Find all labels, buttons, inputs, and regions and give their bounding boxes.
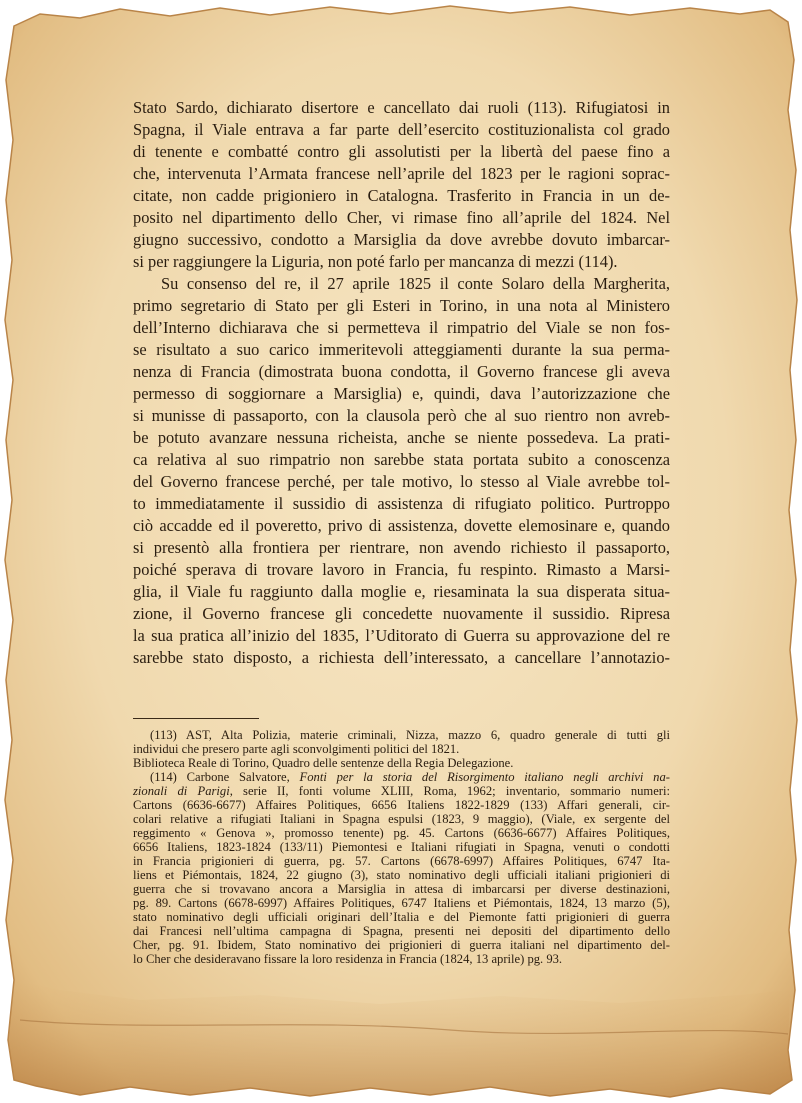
body-line-11: dell’Interno dichiarava che si permetteva il rimpatrio del Viale se non fos- [133, 318, 670, 337]
footnote-separator [133, 718, 259, 719]
footnote-114-line-4: colari relative a rifugiati Italiani in Spagna espulsi (1823, 9 maggio), (Viale, ex sergente del [133, 812, 670, 826]
footnote-114-title-part-1: Fonti per la storia del Risorgimento italiano negli archivi na- [299, 770, 670, 784]
body-line-7: giugno successivo, condotto a Marsiglia da dove avrebbe dovuto imbarcar- [133, 230, 670, 249]
body-line-10: primo segretario di Stato per gli Esteri in Torino, in una nota al Ministero [133, 296, 670, 315]
body-line-14: permesso di soggiornare a Marsiglia) e, quindi, dava l’autorizzazione che [133, 384, 670, 403]
footnote-113-line-3: Biblioteca Reale di Torino, Quadro delle sentenze della Regia Delegazione. [133, 756, 514, 770]
body-line-5: citate, non cadde prigioniero in Catalogna. Trasferito in Francia in un de- [133, 186, 670, 205]
body-line-24: zione, il Governo francese gli concedette nuovamente il sussidio. Ripresa [133, 604, 670, 623]
body-line-2: Spagna, il Viale entrava a far parte dell’esercito costituzionalista col grado [133, 120, 670, 139]
footnote-114-line-5: reggimento « Genova », promosso tenente) pg. 45. Cartons (6636-6677) Affaires Politiques, [133, 826, 670, 840]
body-line-16: be potuto avanzare nessuna richeista, anche se niente possedeva. La prati- [133, 428, 670, 447]
body-line-26: sarebbe stato disposto, a richiesta dell’interessato, a cancellare l’annotazio- [133, 648, 670, 667]
footnote-113-line-1: (113) AST, Alta Polizia, materie criminali, Nizza, mazzo 6, quadro generale di tutti gli [150, 728, 670, 742]
body-line-13: nenza di Francia (dimostrata buona condotta, il Governo francese gli aveva [133, 362, 670, 381]
body-line-15: si munisse di passaporto, con la clausola però che al suo rientro non avreb- [133, 406, 670, 425]
footnote-114-author: (114) Carbone Salvatore, [150, 770, 300, 784]
body-line-9: Su consenso del re, il 27 aprile 1825 il conte Solaro della Margherita, [161, 274, 670, 293]
body-line-12: se risultato a suo carico immeritevoli atteggiamenti durante la sua perma- [133, 340, 670, 359]
footnote-114-title-part-2: zionali di Parigi [133, 784, 230, 798]
footnote-114-line-8: liens et Piémontais, 1824, 22 giugno (3), stato nominativo degli ufficiali italiani prigionieri di [133, 868, 670, 882]
footnote-114-line-6: 6656 Italiens, 1823-1824 (133/11) Piemontesi e Italiani rifugiati in Spagna, venuti o condotti [133, 840, 670, 854]
footnote-114-line-13: Cher, pg. 91. Ibidem, Stato nominativo dei prigionieri di guerra italiani nel dipartimento del- [133, 938, 670, 952]
footnote-114-line-3: Cartons (6636-6677) Affaires Politiques, 6656 Italiens 1822-1829 (133) Affari generali, cir- [133, 798, 670, 812]
footnote-113-line-2: individui che presero parte agli sconvolgimenti politici del 1821. [133, 742, 460, 756]
footnote-114-line-7: in Francia prigionieri di guerra, pg. 57. Cartons (6678-6997) Affaires Politiques, 6747 Ita- [133, 854, 670, 868]
footnote-114-line-1 [150, 771, 670, 785]
body-line-20: ciò accadde ed il poveretto, privo di assistenza, dovette elemosinare e, quando [133, 516, 670, 535]
body-line-18: del Governo francese perché, per tale motivo, lo stesso al Viale avrebbe tol- [133, 472, 670, 491]
footnote-114-line-9: guerra che si trovavano ancora a Marsiglia in attesa di imbarcarsi per diverse destinazioni, [133, 882, 670, 896]
footnote-114-series: , serie II, fonti volume XLIII, Roma, 1962; inventario, sommario numeri: [229, 784, 670, 798]
body-line-3: di tenente e combatté contro gli assolutisti per la libertà del paese fino a [133, 142, 670, 161]
body-line-6: posito nel dipartimento dello Cher, vi rimase fino all’aprile del 1824. Nel [133, 208, 670, 227]
body-line-1: Stato Sardo, dichiarato disertore e cancellato dai ruoli (113). Rifugiatosi in [133, 98, 670, 117]
body-line-21: si presentò alla frontiera per rientrare, non avendo richiesto il passaporto, [133, 538, 670, 557]
footnote-114-line-2 [133, 785, 670, 799]
body-line-19: to immediatamente il sussidio di assistenza di rifugiato politico. Purtroppo [133, 494, 670, 513]
body-line-8: si per raggiungere la Liguria, non poté farlo per mancanza di mezzi (114). [133, 252, 618, 271]
footnote-114-line-12: dai Francesi nell’ultima campagna di Spagna, presenti nei depositi del dipartimento dello [133, 924, 670, 938]
body-line-23: glia, il Viale fu raggiunto dalla moglie e, riesaminata la sua disperata situa- [133, 582, 670, 601]
body-line-4: che, intervenuta l’Armata francese nell’aprile del 1823 per le ragioni soprac- [133, 164, 670, 183]
footnote-114-line-10: pg. 89. Cartons (6678-6997) Affaires Politiques, 6747 Italiens et Piémontais, 1824, 13 marzo (5), [133, 896, 670, 910]
body-line-22: poiché sperava di trovare lavoro in Francia, fu respinto. Rimasto a Marsi- [133, 560, 670, 579]
body-line-17: ca relativa al suo rimpatrio non sarebbe stata portata subito a conoscenza [133, 450, 670, 469]
body-line-25: la sua pratica all’inizio del 1835, l’Uditorato di Guerra su approvazione del re [133, 626, 670, 645]
footnote-114-line-14: lo Cher che desideravano fissare la loro residenza in Francia (1824, 13 aprile) pg. 93. [133, 952, 563, 966]
footnote-114-line-11: stato nominativo degli ufficiali originari dell’Italia e del Piemonte fatti prigionieri di guerra [133, 910, 670, 924]
